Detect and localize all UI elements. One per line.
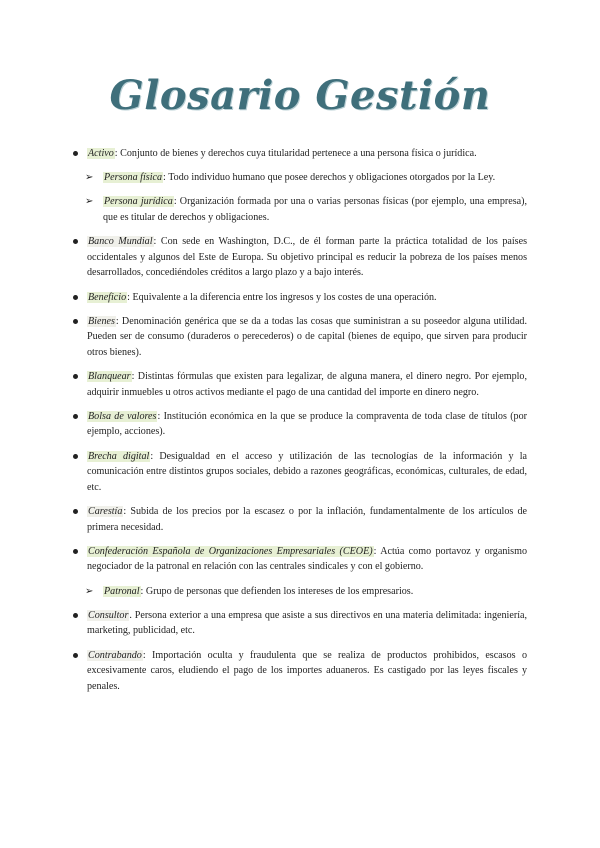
- glossary-term: Bolsa de valores: [88, 410, 157, 422]
- bullet-icon: [73, 239, 78, 244]
- bullet-icon: [73, 414, 78, 419]
- glossary-term: Carestía: [88, 506, 123, 518]
- glossary-term: Activo: [88, 148, 114, 159]
- glossary-definition: : Actúa como portavoz y organismo negociador de la patronal en relación con las centrales sindicales y con el gobierno.: [87, 545, 527, 573]
- glossary-definition: : Grupo de personas que defienden los intereses de los empresarios.: [140, 585, 414, 597]
- glossary-entry-ceoe: [0, 544, 600, 575]
- bullet-icon: [73, 613, 78, 618]
- glossary-definition: : Distintas fórmulas que existen para legalizar, de alguna manera, el dinero negro. Por ejemplo, adquirir inmuebles u otros activos mediante el pago de una cantidad del importe en dinero negro.: [87, 371, 527, 398]
- glossary-definition: : Organización formada por una o varias personas físicas (por ejemplo, una empresa), que es titular de derechos y obligaciones.: [103, 196, 527, 223]
- glossary-subentry-patronal: [0, 584, 600, 600]
- glossary-definition: : Conjunto de bienes y derechos cuya titularidad pertenece a una persona física o jurídica.: [114, 148, 477, 159]
- glossary-entry-brecha-digital: [0, 449, 600, 496]
- glossary-entry-bienes: [0, 314, 600, 361]
- glossary-entry-activo: [0, 146, 600, 162]
- glossary-term: Consultor: [88, 609, 129, 621]
- bullet-icon: [73, 653, 78, 658]
- glossary-definition: : Institución económica en la que se produce la compraventa de toda clase de títulos (por ejemplo, acciones).: [87, 410, 528, 438]
- bullet-icon: [73, 454, 78, 459]
- glossary-entry-bolsa-de-valores: [0, 409, 600, 440]
- glossary-term: Persona jurídica: [104, 196, 173, 208]
- arrow-bullet-icon: ➢: [85, 172, 94, 184]
- bullet-icon: [73, 549, 78, 554]
- glossary-term: Bienes: [88, 315, 115, 327]
- glossary-entry-banco-mundial: [0, 234, 600, 281]
- bullet-icon: [73, 509, 78, 514]
- glossary-definition: . Persona exterior a una empresa que asiste a sus directivos en una materia delimitada: ingeniería, marketing, publicidad, etc.: [87, 609, 527, 637]
- glossary-subentry-persona-fisica: [0, 170, 600, 186]
- bullet-icon: [73, 295, 78, 300]
- glossary-definition: : Desigualdad en el acceso y utilización de las tecnologías de la información y la comunicación entre distintos grupos sociales, debido a razones geográficas, económicas, culturales, de edad, etc.: [87, 450, 528, 493]
- glossary-definition: : Todo individuo humano que posee derechos y obligaciones otorgados por la Ley.: [163, 172, 496, 184]
- glossary-subentry-persona-juridica: [0, 194, 600, 225]
- bullet-icon: [73, 319, 78, 324]
- glossary-term: Contrabando: [88, 649, 142, 661]
- bullet-icon: [73, 151, 78, 156]
- glossary-entry-blanquear: [0, 369, 600, 400]
- glossary-term: Beneficio: [88, 291, 127, 303]
- glossary-entry-contrabando: [0, 648, 600, 695]
- glossary-entry-beneficio: [0, 290, 600, 306]
- glossary-definition: : Importación oculta y fraudulenta que se realiza de productos prohibidos, escasos o excesivamente caros, eludiendo el pago de los importes aduaneros. Es castigado por las leyes fiscales y penales.: [87, 649, 527, 692]
- glossary-term: Banco Mundial: [88, 236, 153, 248]
- glossary-term: Persona física: [104, 172, 163, 184]
- page-title: Glosario Gestión: [109, 72, 491, 119]
- glossary-term: Confederación Española de Organizaciones Empresariales (CEOE): [88, 545, 373, 557]
- glossary-definition: : Con sede en Washington, D.C., de él forman parte la práctica totalidad de los países occidentales y algunos del Este de Europa. Su objetivo principal es reducir la pobreza de los países menos desarrollados, concediéndoles créditos a largo plazo y a bajo interés.: [87, 236, 527, 279]
- glossary-entry-consultor: [0, 608, 600, 639]
- glossary-list: [0, 146, 600, 703]
- glossary-definition: : Subida de los precios por la escasez o por la inflación, fundamentalmente de los artículos de primera necesidad.: [87, 506, 527, 533]
- glossary-entry-carestia: [0, 504, 600, 535]
- arrow-bullet-icon: ➢: [85, 196, 94, 208]
- glossary-definition: : Denominación genérica que se da a todas las cosas que suministran a su poseedor alguna utilidad. Pueden ser de consumo (duraderos o perecederos) o de capital (bienes de equipo, que sirven para producir otros bienes).: [87, 315, 527, 358]
- glossary-term: Blanquear: [88, 371, 131, 383]
- glossary-term: Brecha digital: [88, 450, 150, 462]
- arrow-bullet-icon: ➢: [85, 585, 94, 597]
- glossary-definition: : Equivalente a la diferencia entre los ingresos y los costes de una operación.: [127, 291, 437, 303]
- bullet-icon: [73, 374, 78, 379]
- glossary-term: Patronal: [104, 585, 140, 597]
